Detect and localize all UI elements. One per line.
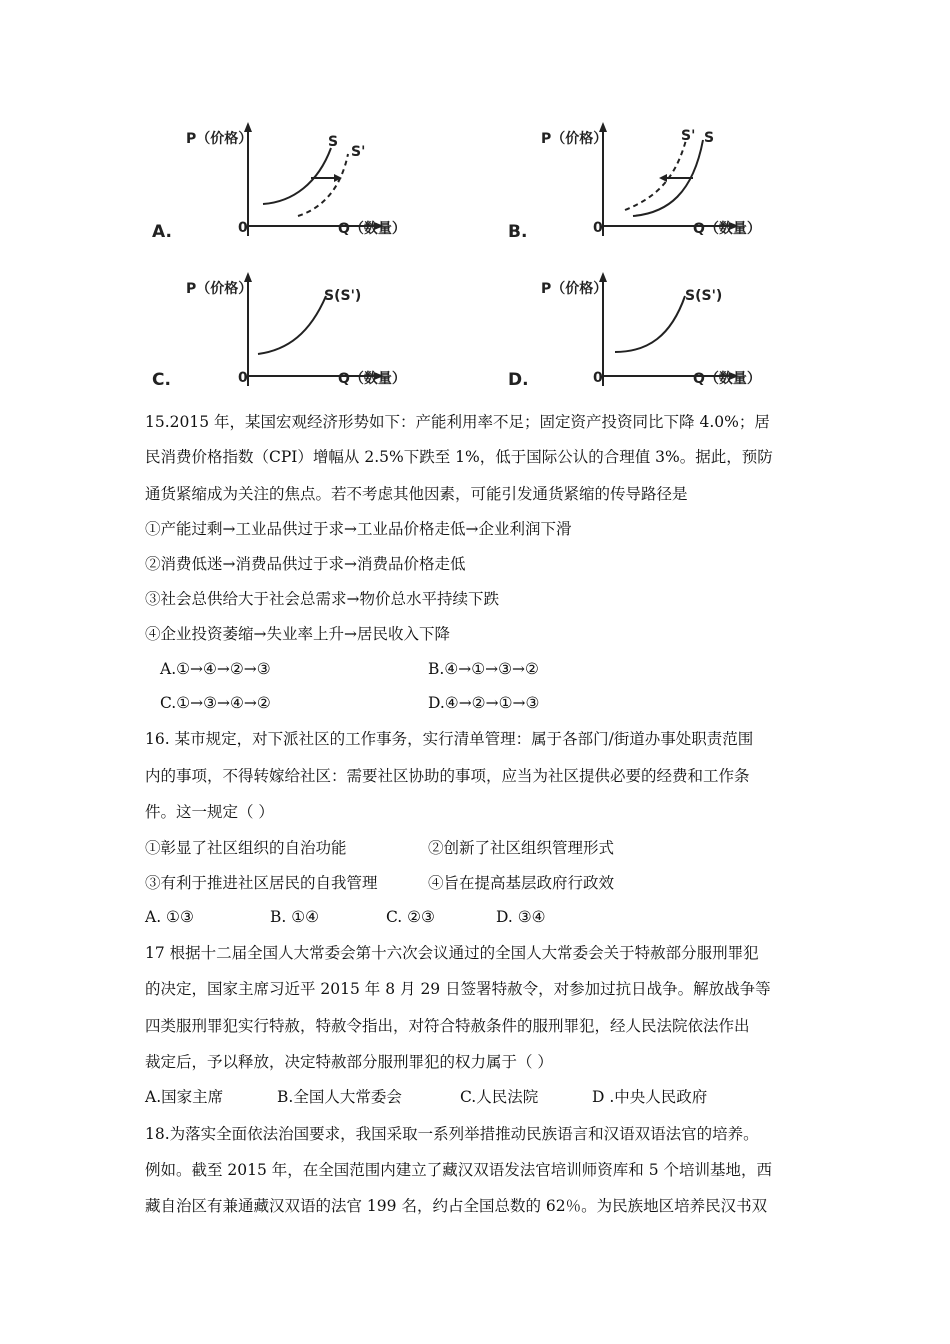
- q16-line-3: 件。这一规定（ ）: [145, 803, 274, 821]
- q-axis-label: Q（数量）: [338, 221, 406, 237]
- q15-option-d: D.④→②→①→③: [428, 694, 540, 712]
- q15-line-1: 15.2015 年，某国宏观经济形势如下：产能利用率不足；固定资产投资同比下降 4.0%；居: [145, 413, 770, 431]
- q16-statement-4: ④旨在提高基层政府行政效: [428, 874, 615, 892]
- q-axis-label: Q（数量）: [693, 221, 761, 237]
- q15-statement-2: ②消费低迷→消费品供过于求→消费品价格走低: [145, 555, 466, 573]
- p-axis-label: P（价格）: [541, 281, 608, 297]
- graph-a: [148, 118, 448, 258]
- graph-b-letter: B.: [508, 222, 528, 242]
- q15-statement-3: ③社会总供给大于社会总需求→物价总水平持续下跌: [145, 590, 499, 608]
- curve-label: S(S'): [685, 288, 723, 304]
- q15-line-3: 通货紧缩成为关注的焦点。若不考虑其他因素，可能引发通货紧缩的传导路径是: [145, 485, 688, 503]
- q17-line-4: 裁定后，予以释放，决定特赦部分服刑罪犯的权力属于（ ）: [145, 1053, 553, 1071]
- q16-option-d: D. ③④: [496, 908, 546, 926]
- q17-option-d: D .中央人民政府: [592, 1088, 708, 1106]
- q18-line-2: 例如。截至 2015 年，在全国范围内建立了藏汉双语发法官培训师资库和 5 个培训基地，西: [145, 1161, 773, 1179]
- q15-option-c: C.①→③→④→②: [160, 694, 271, 712]
- q17-option-b: B.全国人大常委会: [277, 1088, 402, 1106]
- q16-line-1: 16. 某市规定，对下派社区的工作事务，实行清单管理：属于各部门/街道办事处职责范围: [145, 730, 754, 748]
- q17-line-1: 17 根据十二届全国人大常委会第十六次会议通过的全国人大常委会关于特赦部分服刑罪犯: [145, 944, 759, 962]
- q-axis-label: Q（数量）: [338, 371, 406, 387]
- origin-label: 0: [238, 220, 248, 236]
- graph-c: [148, 268, 448, 408]
- p-axis-label: P（价格）: [541, 131, 608, 147]
- curve-s-prime-label: S': [681, 128, 696, 144]
- graph-c-letter: C.: [152, 370, 171, 390]
- graph-a-letter: A.: [152, 222, 172, 242]
- curve-s-prime-label: S': [351, 144, 366, 160]
- curve-s: [263, 148, 331, 204]
- q18-line-3: 藏自治区有兼通藏汉双语的法官 199 名，约占全国总数的 62％。为民族地区培养民汉书双: [145, 1197, 768, 1215]
- curve-s-label: S: [328, 134, 339, 150]
- supply-curve: [258, 296, 326, 354]
- q18-line-1: 18.为落实全面依法治国要求，我国采取一系列举措推动民族语言和汉语双语法官的培养。: [145, 1125, 759, 1143]
- q-axis-label: Q（数量）: [693, 371, 761, 387]
- q17-option-c: C.人民法院: [460, 1088, 539, 1106]
- q15-statement-4: ④企业投资萎缩→失业率上升→居民收入下降: [145, 625, 450, 643]
- supply-curve: [615, 296, 685, 352]
- graph-d-letter: D.: [508, 370, 529, 390]
- q15-option-a: A.①→④→②→③: [160, 660, 271, 678]
- origin-label: 0: [593, 370, 603, 386]
- q16-option-b: B. ①④: [270, 908, 320, 926]
- p-axis-label: P（价格）: [186, 131, 253, 147]
- q17-line-2: 的决定，国家主席习近平 2015 年 8 月 29 日签署特赦令，对参加过抗日战争。解放战争等: [145, 980, 771, 998]
- q15-line-2: 民消费价格指数（CPI）增幅从 2.5%下跌至 1%，低于国际公认的合理值 3%。据此，预防: [145, 448, 773, 466]
- q17-option-a: A.国家主席: [145, 1088, 224, 1106]
- q16-line-2: 内的事项，不得转嫁给社区：需要社区协助的事项，应当为社区提供必要的经费和工作条: [145, 767, 750, 785]
- curve-s-prime: [625, 140, 686, 210]
- p-axis-label: P（价格）: [186, 281, 253, 297]
- origin-label: 0: [238, 370, 248, 386]
- curve-label: S(S'): [324, 288, 362, 304]
- q16-statement-3: ③有利于推进社区居民的自我管理: [145, 874, 378, 892]
- q16-statement-1: ①彰显了社区组织的自治功能: [145, 839, 347, 857]
- q15-statement-1: ①产能过剩→工业品供过于求→工业品价格走低→企业利润下滑: [145, 520, 572, 538]
- q16-option-c: C. ②③: [386, 908, 435, 926]
- graph-d: [503, 268, 803, 408]
- origin-label: 0: [593, 220, 603, 236]
- q15-option-b: B.④→①→③→②: [428, 660, 539, 678]
- curve-s-label: S: [704, 130, 715, 146]
- graph-b: [503, 118, 803, 258]
- q16-statement-2: ②创新了社区组织管理形式: [428, 839, 615, 857]
- q17-line-3: 四类服刑罪犯实行特赦，特赦令指出，对符合特赦条件的服刑罪犯，经人民法院依法作出: [145, 1017, 750, 1035]
- q16-option-a: A. ①③: [145, 908, 194, 926]
- shift-arrow-head: [659, 174, 667, 182]
